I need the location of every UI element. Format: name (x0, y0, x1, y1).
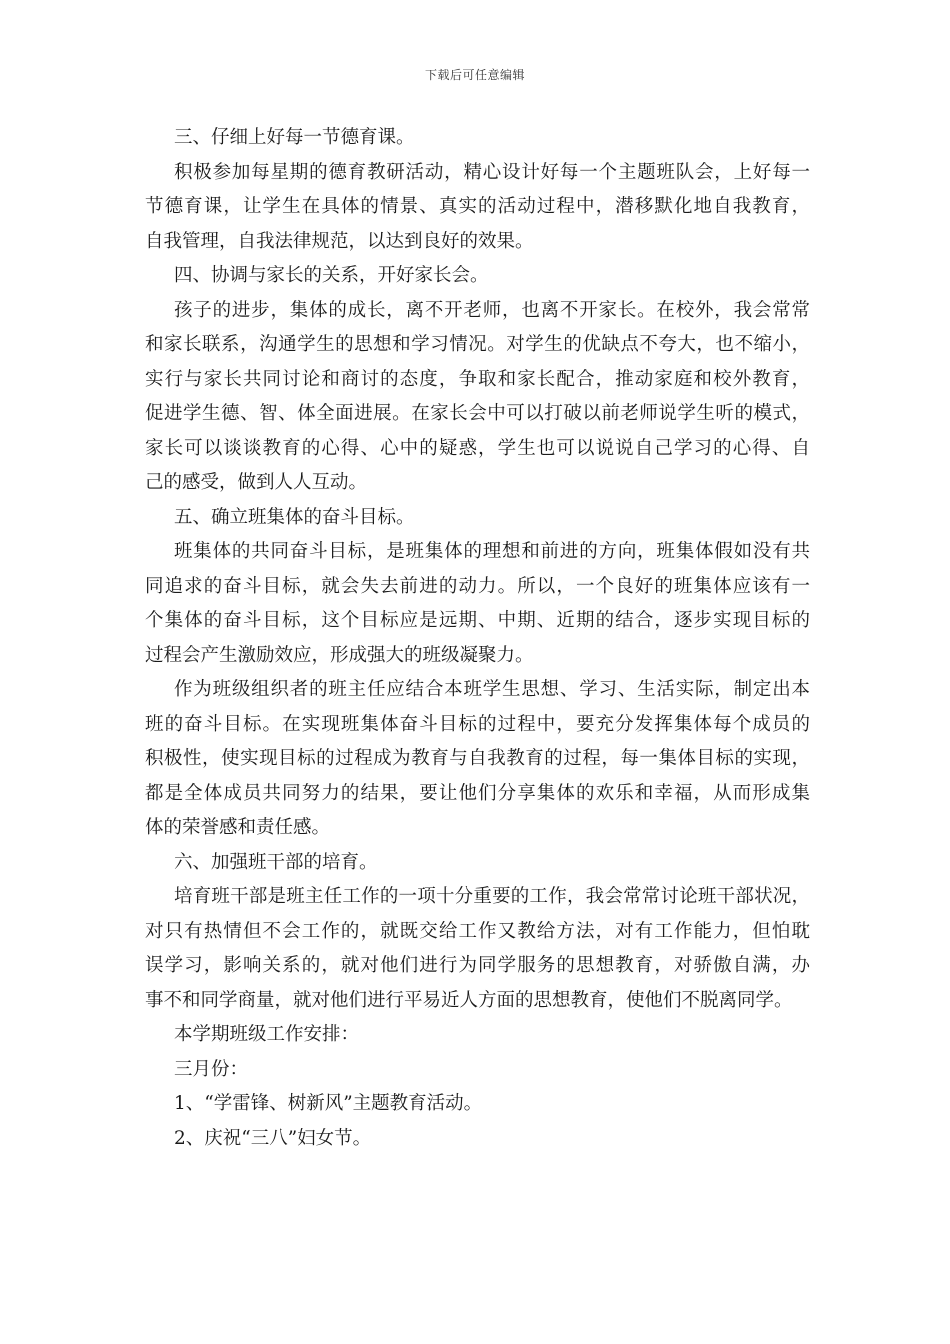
text-line: 三、仔细上好每一节德育课。 (174, 127, 415, 148)
text-line: 自我管理，自我法律规范，以达到良好的效果。 (145, 230, 534, 252)
text-line: 四、协调与家长的关系，开好家长会。 (174, 265, 489, 286)
text-line: 促进学生德、智、体全面进展。在家长会中可以打破以前老师说学生听的模式， (145, 403, 810, 424)
text-line: 本学期班级工作安排： (174, 1024, 360, 1045)
text-line: 作为班级组织者的班主任应结合本班学生思想、学习、生活实际，制定出本 (174, 679, 810, 700)
text-line: 六、加强班干部的培育。 (174, 851, 378, 873)
text-line: 班的奋斗目标。在实现班集体奋斗目标的过程中，要充分发挥集体每个成员的 (145, 713, 810, 735)
text-line: 体的荣誉感和责任感。 (145, 817, 331, 838)
text-line: 班集体的共同奋斗目标，是班集体的理想和前进的方向，班集体假如没有共 (174, 541, 810, 562)
text-line: 孩子的进步，集体的成长，离不开老师，也离不开家长。在校外，我会常常 (174, 299, 810, 321)
text-line: 实行与家长共同讨论和商讨的态度，争取和家长配合，推动家庭和校外教育， (145, 368, 810, 390)
text-line: 个集体的奋斗目标，这个目标应是远期、中期、近期的结合，逐步实现目标的 (145, 610, 810, 631)
text-line: 五、确立班集体的奋斗目标。 (174, 506, 415, 528)
text-line: 都是全体成员共同努力的结果，要让他们分享集体的欢乐和幸福，从而形成集 (145, 782, 810, 804)
text-line: 三月份： (174, 1058, 249, 1080)
text-line: 积极性，使实现目标的过程成为教育与自我教育的过程，每一集体目标的实现， (145, 748, 810, 769)
text-line: 同追求的奋斗目标，就会失去前进的动力。所以，一个良好的班集体应该有一 (145, 575, 810, 597)
text-line: 和家长联系，沟通学生的思想和学习情况。对学生的优缺点不夸大，也不缩小， (145, 334, 810, 355)
document-body (145, 121, 810, 1156)
text-line: 过程会产生激励效应，形成强大的班级凝聚力。 (145, 644, 534, 666)
text-line: 家长可以谈谈教育的心得、心中的疑惑，学生也可以说说自己学习的心得、自 (145, 437, 810, 459)
text-line: 事不和同学商量，就对他们进行平易近人方面的思想教育，使他们不脱离同学。 (145, 989, 793, 1011)
text-line: 误学习，影响关系的，就对他们进行为同学服务的思想教育，对骄傲自满，办 (145, 955, 810, 976)
text-line: 2、庆祝“三八”妇女节。 (174, 1127, 372, 1149)
text-line: 培育班干部是班主任工作的一项十分重要的工作，我会常常讨论班干部状况， (174, 886, 810, 907)
text-line: 1、“学雷锋、树新风”主题教育活动。 (174, 1093, 483, 1114)
text-line: 己的感受，做到人人互动。 (145, 472, 368, 493)
text-line: 积极参加每星期的德育教研活动，精心设计好每一个主题班队会，上好每一 (174, 161, 810, 183)
text-line: 节德育课，让学生在具体的情景、真实的活动过程中，潜移默化地自我教育， (145, 196, 810, 217)
page-header: 下载后可任意编辑 (424, 68, 525, 82)
text-line: 对只有热情但不会工作的，就既交给工作又教给方法，对有工作能力，但怕耽 (145, 920, 810, 942)
